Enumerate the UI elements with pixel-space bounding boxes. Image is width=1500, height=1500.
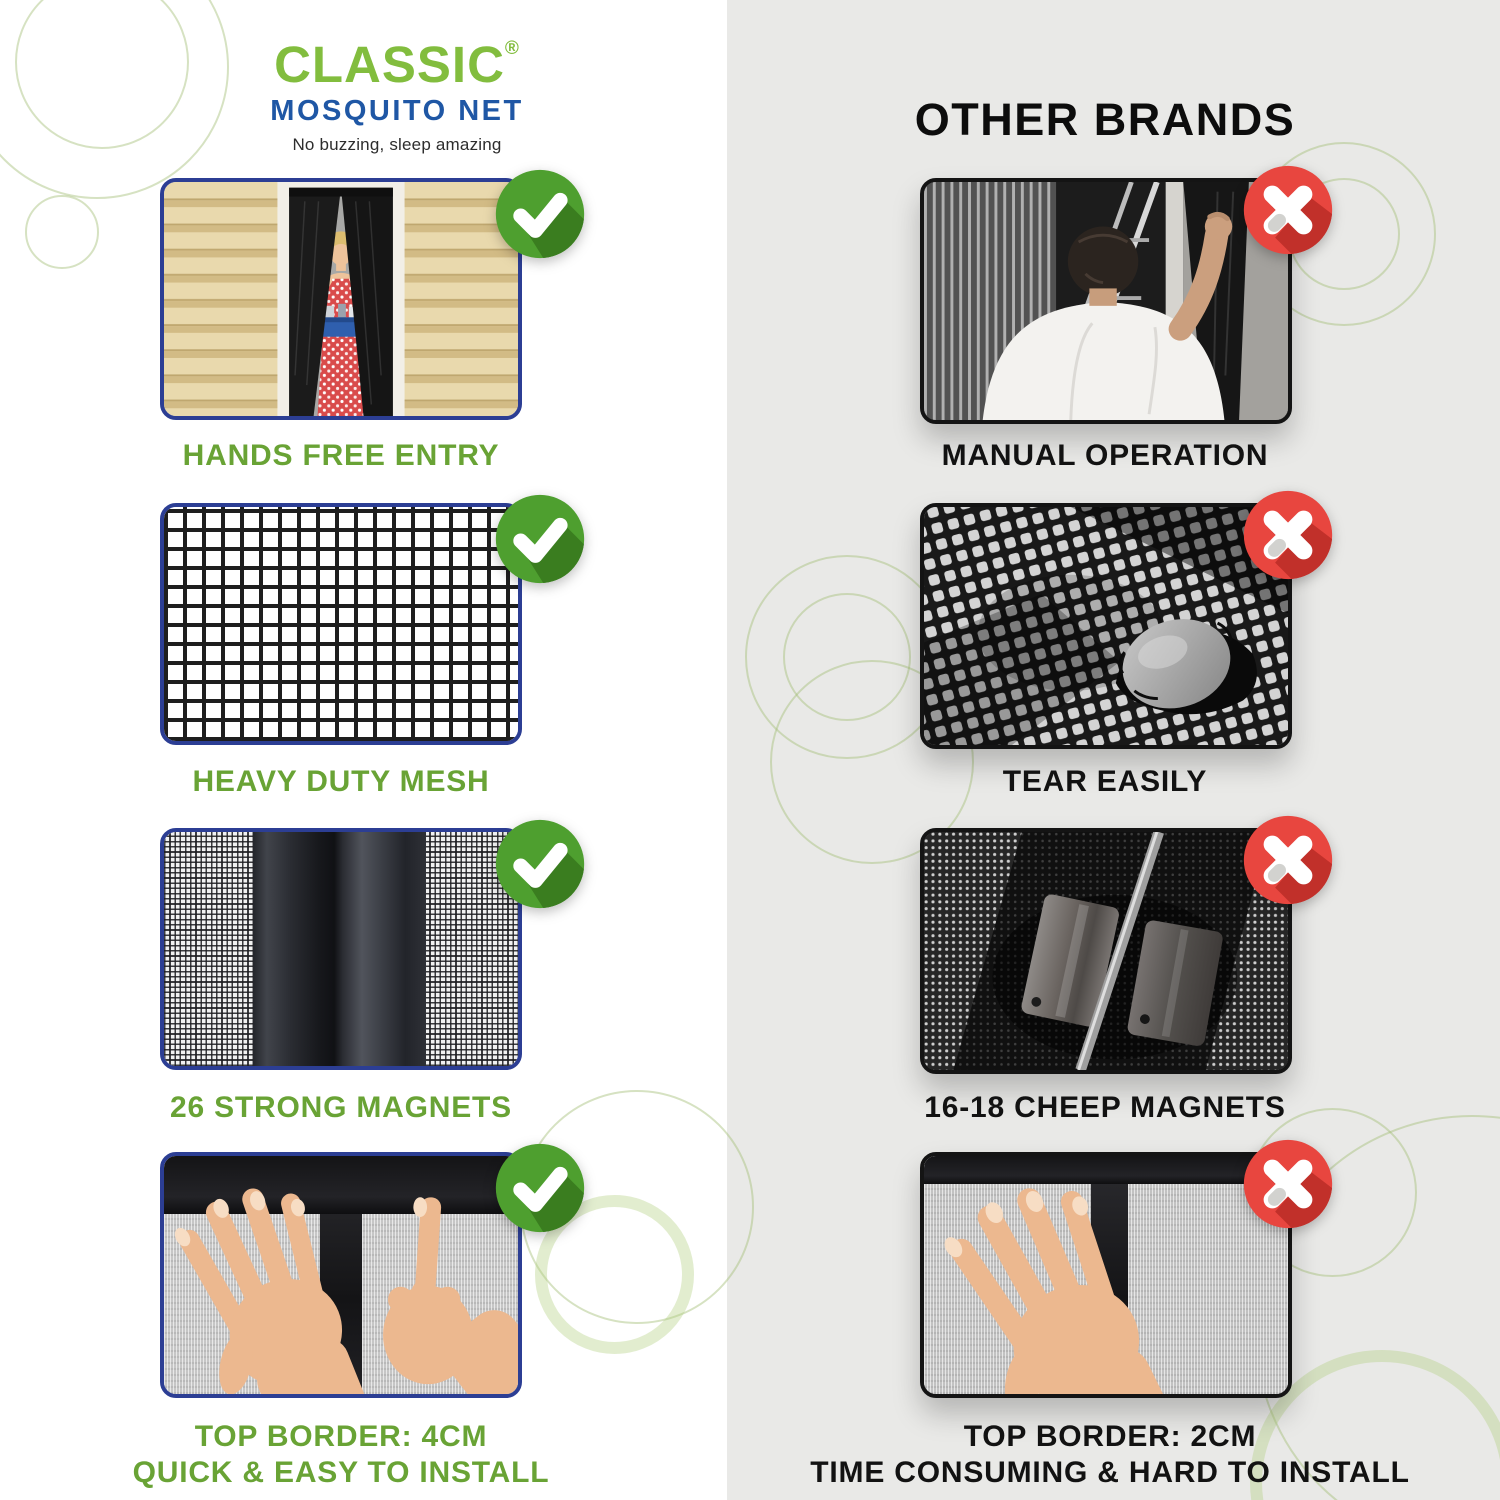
caption-text: HEAVY DUTY MESH (192, 765, 490, 798)
caption-text: TOP BORDER: 4CM (194, 1420, 488, 1453)
others-caption-top-border (790, 1419, 1430, 1491)
ours-caption-mesh (60, 764, 622, 800)
ours-photo-top-border (160, 1152, 522, 1398)
others-photo-manual-operation (920, 178, 1292, 424)
ours-photo-hands-free-entry (160, 178, 522, 420)
ours-card-top-border (160, 1152, 522, 1398)
others-photo-top-border (920, 1152, 1292, 1398)
others-card-manual (920, 178, 1292, 424)
other-brands-heading: OTHER BRANDS (914, 94, 1296, 145)
ours-card-magnets (160, 828, 522, 1070)
registered-trademark-icon: ® (504, 38, 520, 59)
ours-caption-top-border (60, 1419, 622, 1491)
caption-text: QUICK & EASY TO INSTALL (132, 1456, 550, 1489)
checkmark-icon (494, 168, 586, 260)
checkmark-icon (494, 493, 586, 585)
brand-logo (232, 38, 562, 155)
ours-card-mesh (160, 503, 522, 745)
ours-caption-hands-free (60, 438, 622, 474)
cross-icon (1242, 814, 1334, 906)
checkmark-icon (494, 1142, 586, 1234)
others-card-tear (920, 503, 1292, 749)
caption-text: TIME CONSUMING & HARD TO INSTALL (810, 1456, 1410, 1489)
others-caption-tear (870, 764, 1340, 800)
cross-icon (1242, 164, 1334, 256)
brand-subtitle: MOSQUITO NET (270, 94, 524, 127)
brand-tagline: No buzzing, sleep amazing (292, 134, 502, 154)
caption-text: MANUAL OPERATION (941, 439, 1269, 472)
ours-card-hands-free (160, 178, 522, 420)
others-photo-cheap-magnets (920, 828, 1292, 1074)
others-card-cheap-magnets (920, 828, 1292, 1074)
ours-photo-strong-magnets (160, 828, 522, 1070)
pressing-hands-illustration (164, 1156, 518, 1394)
caption-text: TEAR EASILY (1002, 765, 1208, 798)
checkmark-icon (494, 818, 586, 910)
ours-photo-heavy-duty-mesh (160, 503, 522, 745)
others-caption-manual (870, 438, 1340, 474)
cross-icon (1242, 1138, 1334, 1230)
caption-text: TOP BORDER: 2CM (963, 1420, 1257, 1453)
ours-caption-magnets (60, 1090, 622, 1126)
mesh-grid-texture (164, 507, 518, 741)
brand-name: CLASSIC® (274, 36, 520, 93)
others-caption-cheap-magnets (870, 1090, 1340, 1126)
caption-text: HANDS FREE ENTRY (182, 439, 500, 472)
others-card-top-border (920, 1152, 1292, 1398)
cross-icon (1242, 489, 1334, 581)
magnetic-strip (253, 832, 426, 1066)
caption-text: 26 STRONG MAGNETS (170, 1091, 512, 1124)
decor-ring (25, 195, 99, 269)
pressing-hand-illustration (924, 1156, 1288, 1394)
others-photo-tear-easily (920, 503, 1292, 749)
caption-text: 16-18 CHEEP MAGNETS (924, 1091, 1286, 1124)
